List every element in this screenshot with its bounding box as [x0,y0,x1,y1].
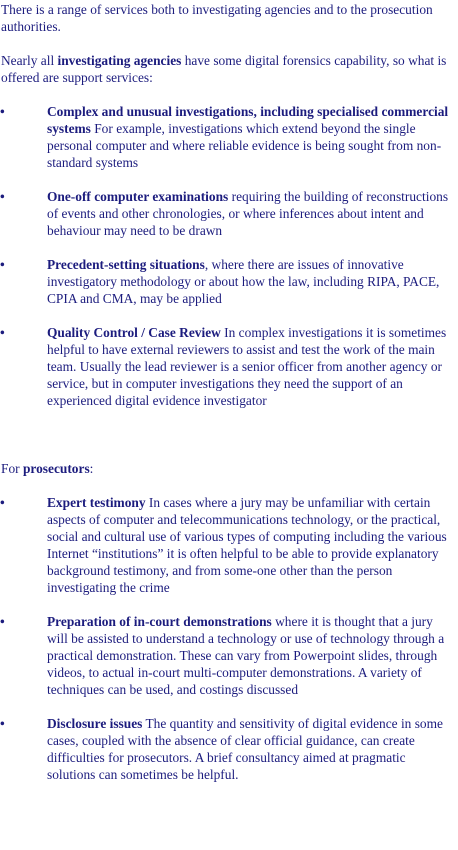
service-title: Complex and unusual investigations, including specialised commercial systems [47,104,449,136]
bullet-icon: • [0,716,5,731]
service-description: For example, investigations which extend beyond the single personal computer and where reliable evidence is being sought from non-standard systems [47,121,442,170]
bullet-icon: • [0,189,5,204]
spacer [0,86,458,103]
service-description: In cases where a jury may be unfamiliar with certain aspects of computer and telecommunications technology, or the practical, social and cultural use of various types of computing including the various Internet “institutions” it is often helpful to be able to provide explanatory background testimony, and from some-one other than the person investigating the crime [47,495,447,595]
agencies-heading: investigating agencies [57,53,182,68]
service-title: Preparation of in-court demonstrations [47,614,272,629]
service-title: Expert testimony [47,495,146,510]
bullet-icon: • [0,495,5,510]
spacer [0,35,458,52]
service-title: Disclosure issues [47,716,143,731]
service-description: where it is thought that a jury will be assisted to understand a technology or use of technology through a practical demonstration. These can vary from Powerpoint slides, through videos, to actual in-court multi-computer demonstrations. A variety of techniques can be used, and costings discussed [47,614,445,697]
list-item [0,613,458,698]
service-description: , where there are issues of innovative investigatory methodology or about how the law, including RIPA, PACE, CPIA and CMA, may be applied [47,257,440,306]
spacer [0,443,458,460]
service-description: In complex investigations it is sometimes helpful to have external reviewers to assist and test the work of the main team. Usually the lead reviewer is a senior officer from another agency or service, but in computer investigations they need the support of an experienced digital evidence investigator [47,325,447,408]
spacer [0,171,458,188]
prosecutors-heading: prosecutors [22,461,90,476]
prosecutor-services-list [0,494,458,783]
prosecutors-text-after: : [89,461,94,476]
bullet-icon: • [0,257,5,272]
list-item [0,324,458,409]
spacer [0,698,458,715]
bullet-icon: • [0,325,5,340]
list-item [0,715,458,783]
bullet-icon: • [0,104,5,119]
agencies-text-after: have some digital forensics capability, so what is offered are support services: [1,53,447,85]
service-description: requiring the building of reconstructions of events and other chronologies, or where inferences about intent and behaviour may need to be drawn [47,189,449,238]
prosecutors-text-before: For [1,461,23,476]
intro-paragraph: There is a range of services both to investigating agencies and to the prosecution authorities. [1,2,433,34]
service-title: Quality Control / Case Review [47,325,221,340]
service-description: The quantity and sensitivity of digital evidence in some cases, coupled with the absence of clear official guidance, can create difficulties for prosecutors. A brief consultancy aimed at pragmatic solutions can sometimes be helpful. [47,716,443,782]
service-title: Precedent-setting situations [47,257,205,272]
service-title: One-off computer examinations [47,189,229,204]
agencies-text-before: Nearly all [1,53,58,68]
list-item [0,256,458,307]
list-item [0,494,458,596]
prosecutors-paragraph [0,460,458,477]
agencies-paragraph [0,52,458,86]
spacer [0,477,458,494]
agency-services-list [0,103,458,409]
spacer [0,307,458,324]
spacer [0,239,458,256]
spacer [0,596,458,613]
services-document [0,1,458,783]
bullet-icon: • [0,614,5,629]
list-item [0,103,458,171]
list-item [0,188,458,239]
spacer [0,409,458,443]
